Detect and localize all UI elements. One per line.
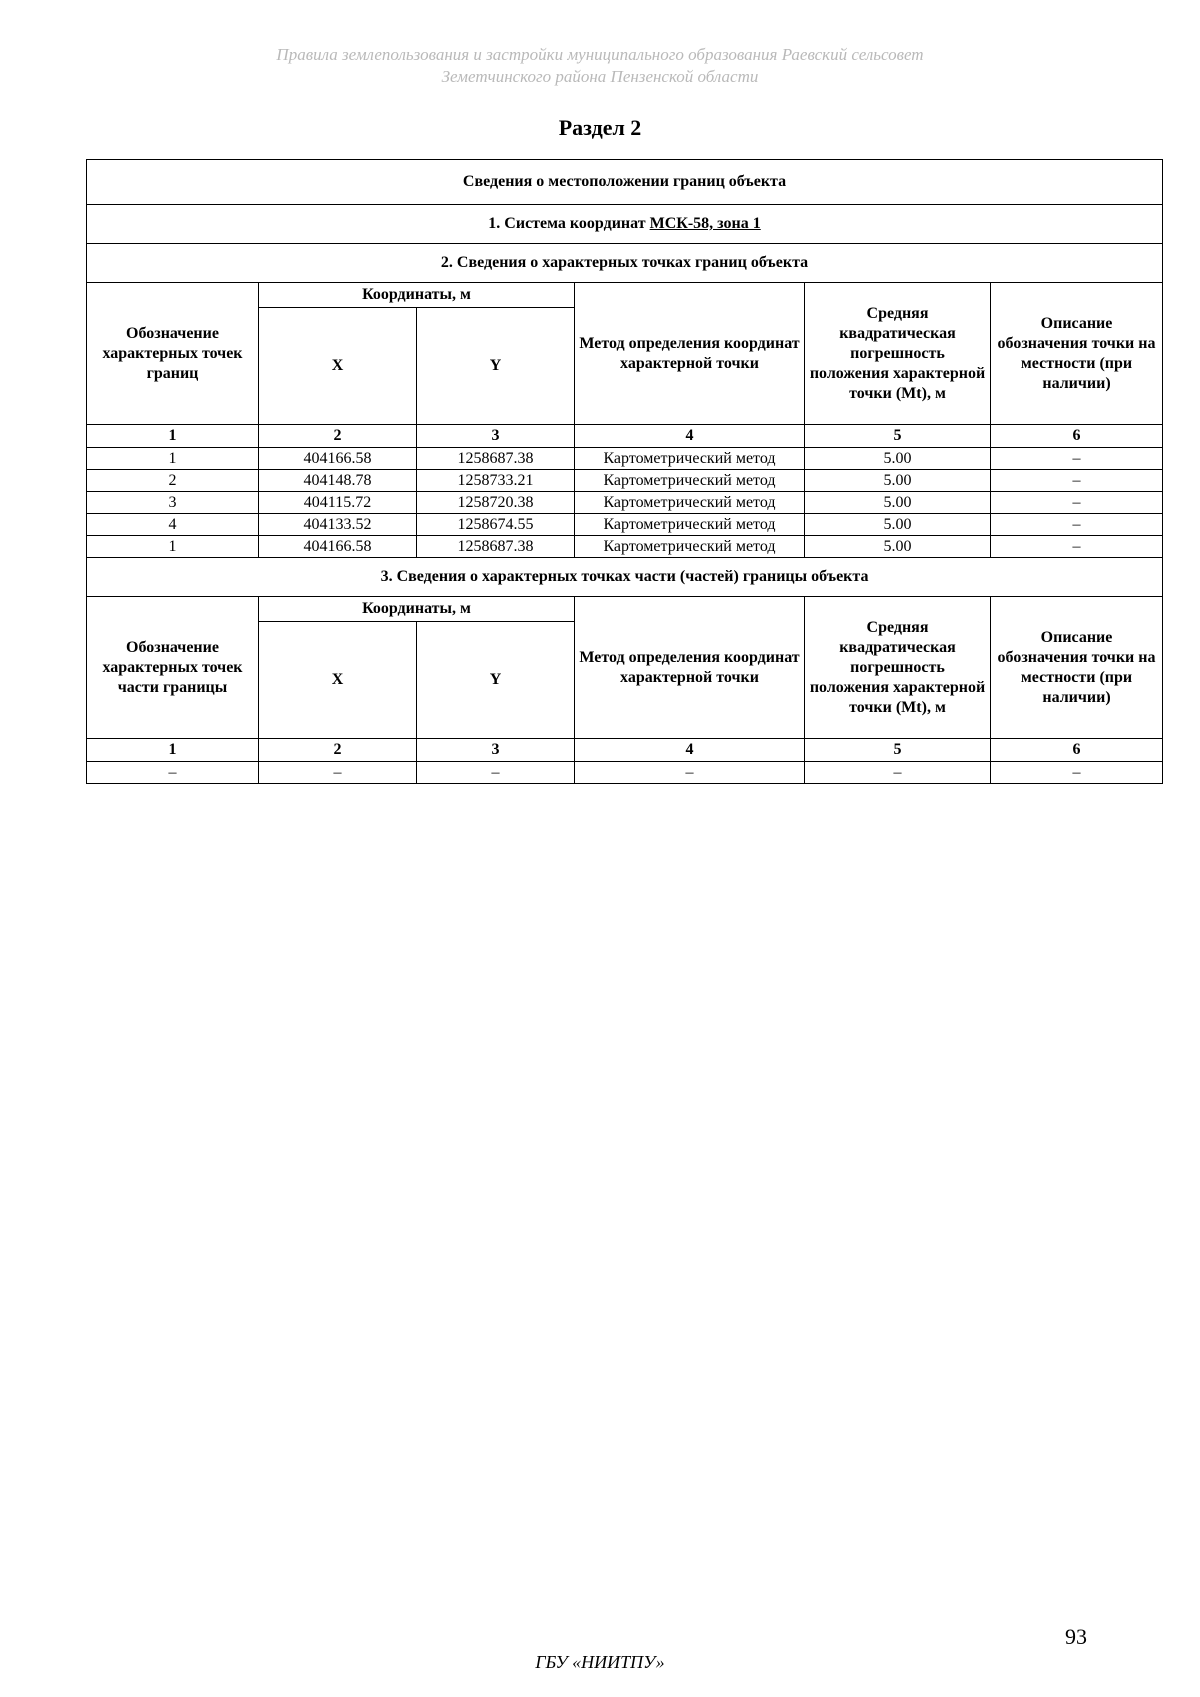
block2-header-coords: Координаты, м [259,283,575,308]
table-row [87,514,1163,536]
method: Картометрический метод [575,536,805,558]
block2-header-description: Описание обозначения точки на местности (при наличии) [991,283,1163,425]
block2-header-error: Средняя квадратическая погрешность положения характерной точки (Mt), м [805,283,991,425]
y-coordinate: 1258687.38 [417,536,575,558]
block2-header-designation: Обозначение характерных точек границ [87,283,259,425]
x-coordinate: 404115.72 [259,492,417,514]
page-footer: ГБУ «НИИТПУ» [535,1652,665,1672]
column-number: 6 [991,425,1163,448]
block3-header-coords: Координаты, м [259,597,575,622]
error-value: 5.00 [805,470,991,492]
point-id: 1 [87,448,259,470]
block3-column-numbers [87,739,1163,762]
table-title: Сведения о местоположении границ объекта [87,160,1163,205]
method: – [575,762,805,784]
x-coordinate: 404166.58 [259,536,417,558]
table-row [87,762,1163,784]
x-coordinate: 404148.78 [259,470,417,492]
description: – [991,448,1163,470]
description: – [991,762,1163,784]
point-id: – [87,762,259,784]
y-coordinate: – [417,762,575,784]
coord-system-row [87,205,1163,244]
block2-column-numbers [87,425,1163,448]
y-coordinate: 1258687.38 [417,448,575,470]
description: – [991,492,1163,514]
x-coordinate: – [259,762,417,784]
method: Картометрический метод [575,492,805,514]
page-number: 93 [1065,1624,1087,1649]
page-header [0,44,1200,88]
header-line-2: Земетчинского района Пензенской области [441,67,759,86]
method: Картометрический метод [575,514,805,536]
block2-title: 2. Сведения о характерных точках границ объекта [87,244,1163,283]
point-id: 3 [87,492,259,514]
method: Картометрический метод [575,470,805,492]
point-id: 1 [87,536,259,558]
point-id: 4 [87,514,259,536]
error-value: 5.00 [805,492,991,514]
section-title: Раздел 2 [558,115,642,140]
coord-system-label: 1. Система координат [488,215,650,232]
boundary-table [86,159,1163,784]
column-number: 1 [87,739,259,762]
table-row [87,536,1163,558]
table-row [87,492,1163,514]
column-number: 1 [87,425,259,448]
column-number: 5 [805,425,991,448]
point-id: 2 [87,470,259,492]
x-coordinate: 404166.58 [259,448,417,470]
block2-header-y: Y [417,308,575,425]
column-number: 6 [991,739,1163,762]
y-coordinate: 1258733.21 [417,470,575,492]
column-number: 5 [805,739,991,762]
column-number: 3 [417,425,575,448]
column-number: 3 [417,739,575,762]
description: – [991,514,1163,536]
y-coordinate: 1258674.55 [417,514,575,536]
column-number: 2 [259,739,417,762]
method: Картометрический метод [575,448,805,470]
block2-header-x: X [259,308,417,425]
block3-header-error: Средняя квадратическая погрешность положения характерной точки (Mt), м [805,597,991,739]
block2-header-method: Метод определения координат характерной точки [575,283,805,425]
column-number: 2 [259,425,417,448]
description: – [991,536,1163,558]
description: – [991,470,1163,492]
block3-header-x: X [259,622,417,739]
block3-title: 3. Сведения о характерных точках части (частей) границы объекта [87,558,1163,597]
column-number: 4 [575,739,805,762]
block3-header-method: Метод определения координат характерной точки [575,597,805,739]
column-number: 4 [575,425,805,448]
error-value: – [805,762,991,784]
error-value: 5.00 [805,536,991,558]
table-row [87,470,1163,492]
coord-system-value: МСК-58, зона 1 [649,215,761,232]
error-value: 5.00 [805,514,991,536]
block3-header-designation: Обозначение характерных точек части границы [87,597,259,739]
block3-header-description: Описание обозначения точки на местности (при наличии) [991,597,1163,739]
x-coordinate: 404133.52 [259,514,417,536]
block3-header-y: Y [417,622,575,739]
y-coordinate: 1258720.38 [417,492,575,514]
error-value: 5.00 [805,448,991,470]
table-row [87,448,1163,470]
header-line-1: Правила землепользования и застройки муниципального образования Раевский сельсовет [276,45,924,64]
